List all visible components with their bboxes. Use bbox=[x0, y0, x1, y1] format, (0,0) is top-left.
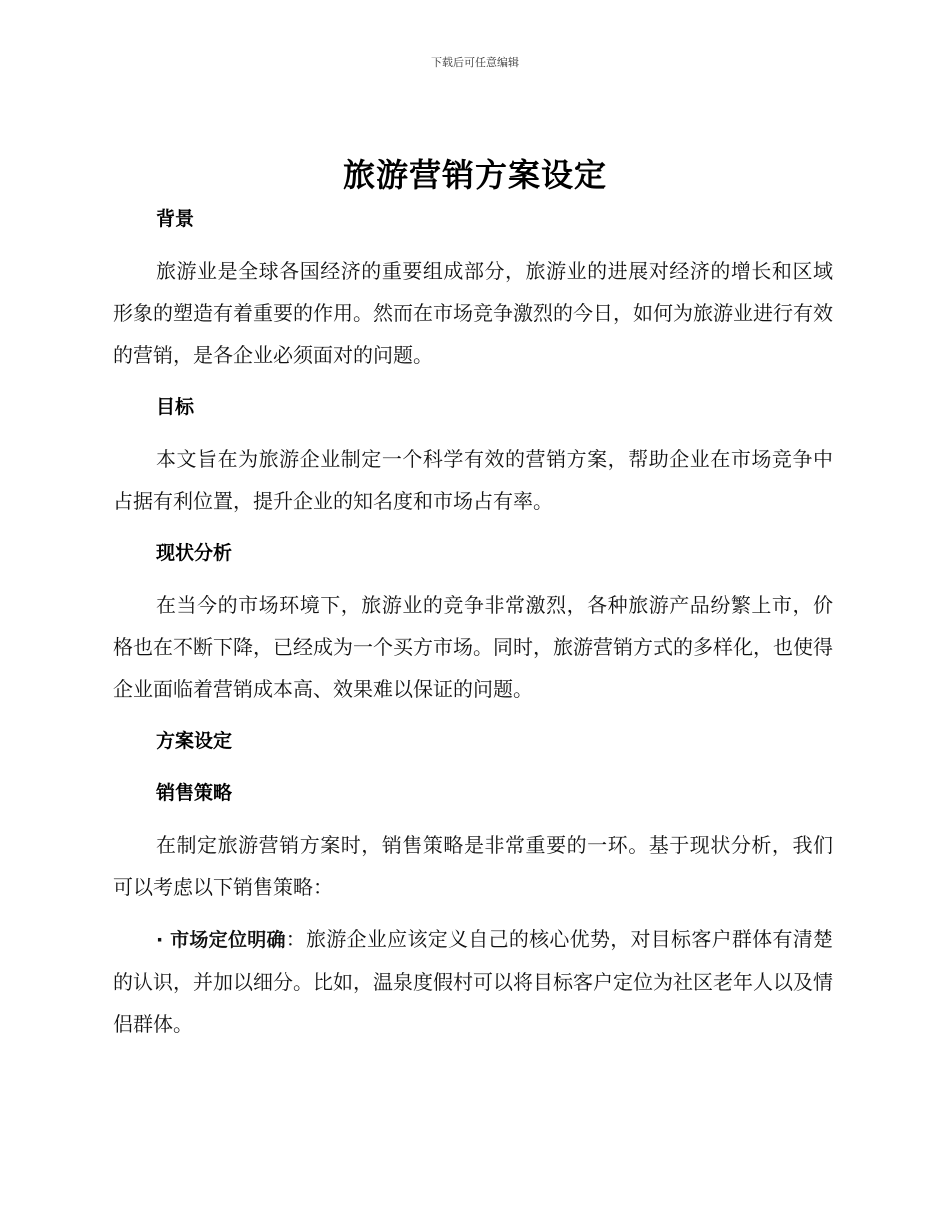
bullet-market-positioning bbox=[113, 918, 833, 1045]
heading-status-analysis: 现状分析 bbox=[156, 542, 233, 564]
heading-plan: 方案设定 bbox=[156, 730, 233, 752]
paragraph-background: 旅游业是全球各国经济的重要组成部分，旅游业的进展对经济的增长和区域形象的塑造有着重要的作用。然而在市场竞争激烈的今日，如何为旅游业进行有效的营销，是各企业必须面对的问题。 bbox=[113, 259, 833, 367]
document-body bbox=[113, 198, 833, 1045]
document-title: 旅游营销方案设定 bbox=[342, 156, 607, 194]
header-note: 下载后可任意编辑 bbox=[431, 56, 519, 69]
paragraph-sales-strategy: 在制定旅游营销方案时，销售策略是非常重要的一环。基于现状分析，我们可以考虑以下销售策略： bbox=[113, 833, 833, 899]
paragraph-status-analysis: 在当今的市场环境下，旅游业的竞争非常激烈，各种旅游产品纷繁上市，价格也在不断下降，已经成为一个买方市场。同时，旅游营销方式的多样化，也使得企业面临着营销成本高、效果难以保证的问题。 bbox=[113, 593, 833, 701]
heading-goal: 目标 bbox=[156, 396, 195, 418]
bullet-label: · 市场定位明确 bbox=[156, 929, 286, 951]
bullet-text: ：旅游企业应该定义自己的核心优势，对目标客户群体有清楚的认识，并加以细分。比如，温泉度假村可以将目标客户定位为社区老年人以及情侣群体。 bbox=[113, 927, 833, 1036]
heading-background: 背景 bbox=[156, 208, 195, 230]
heading-sales-strategy: 销售策略 bbox=[156, 782, 233, 804]
paragraph-goal: 本文旨在为旅游企业制定一个科学有效的营销方案，帮助企业在市场竞争中占据有利位置，提升企业的知名度和市场占有率。 bbox=[113, 447, 833, 513]
